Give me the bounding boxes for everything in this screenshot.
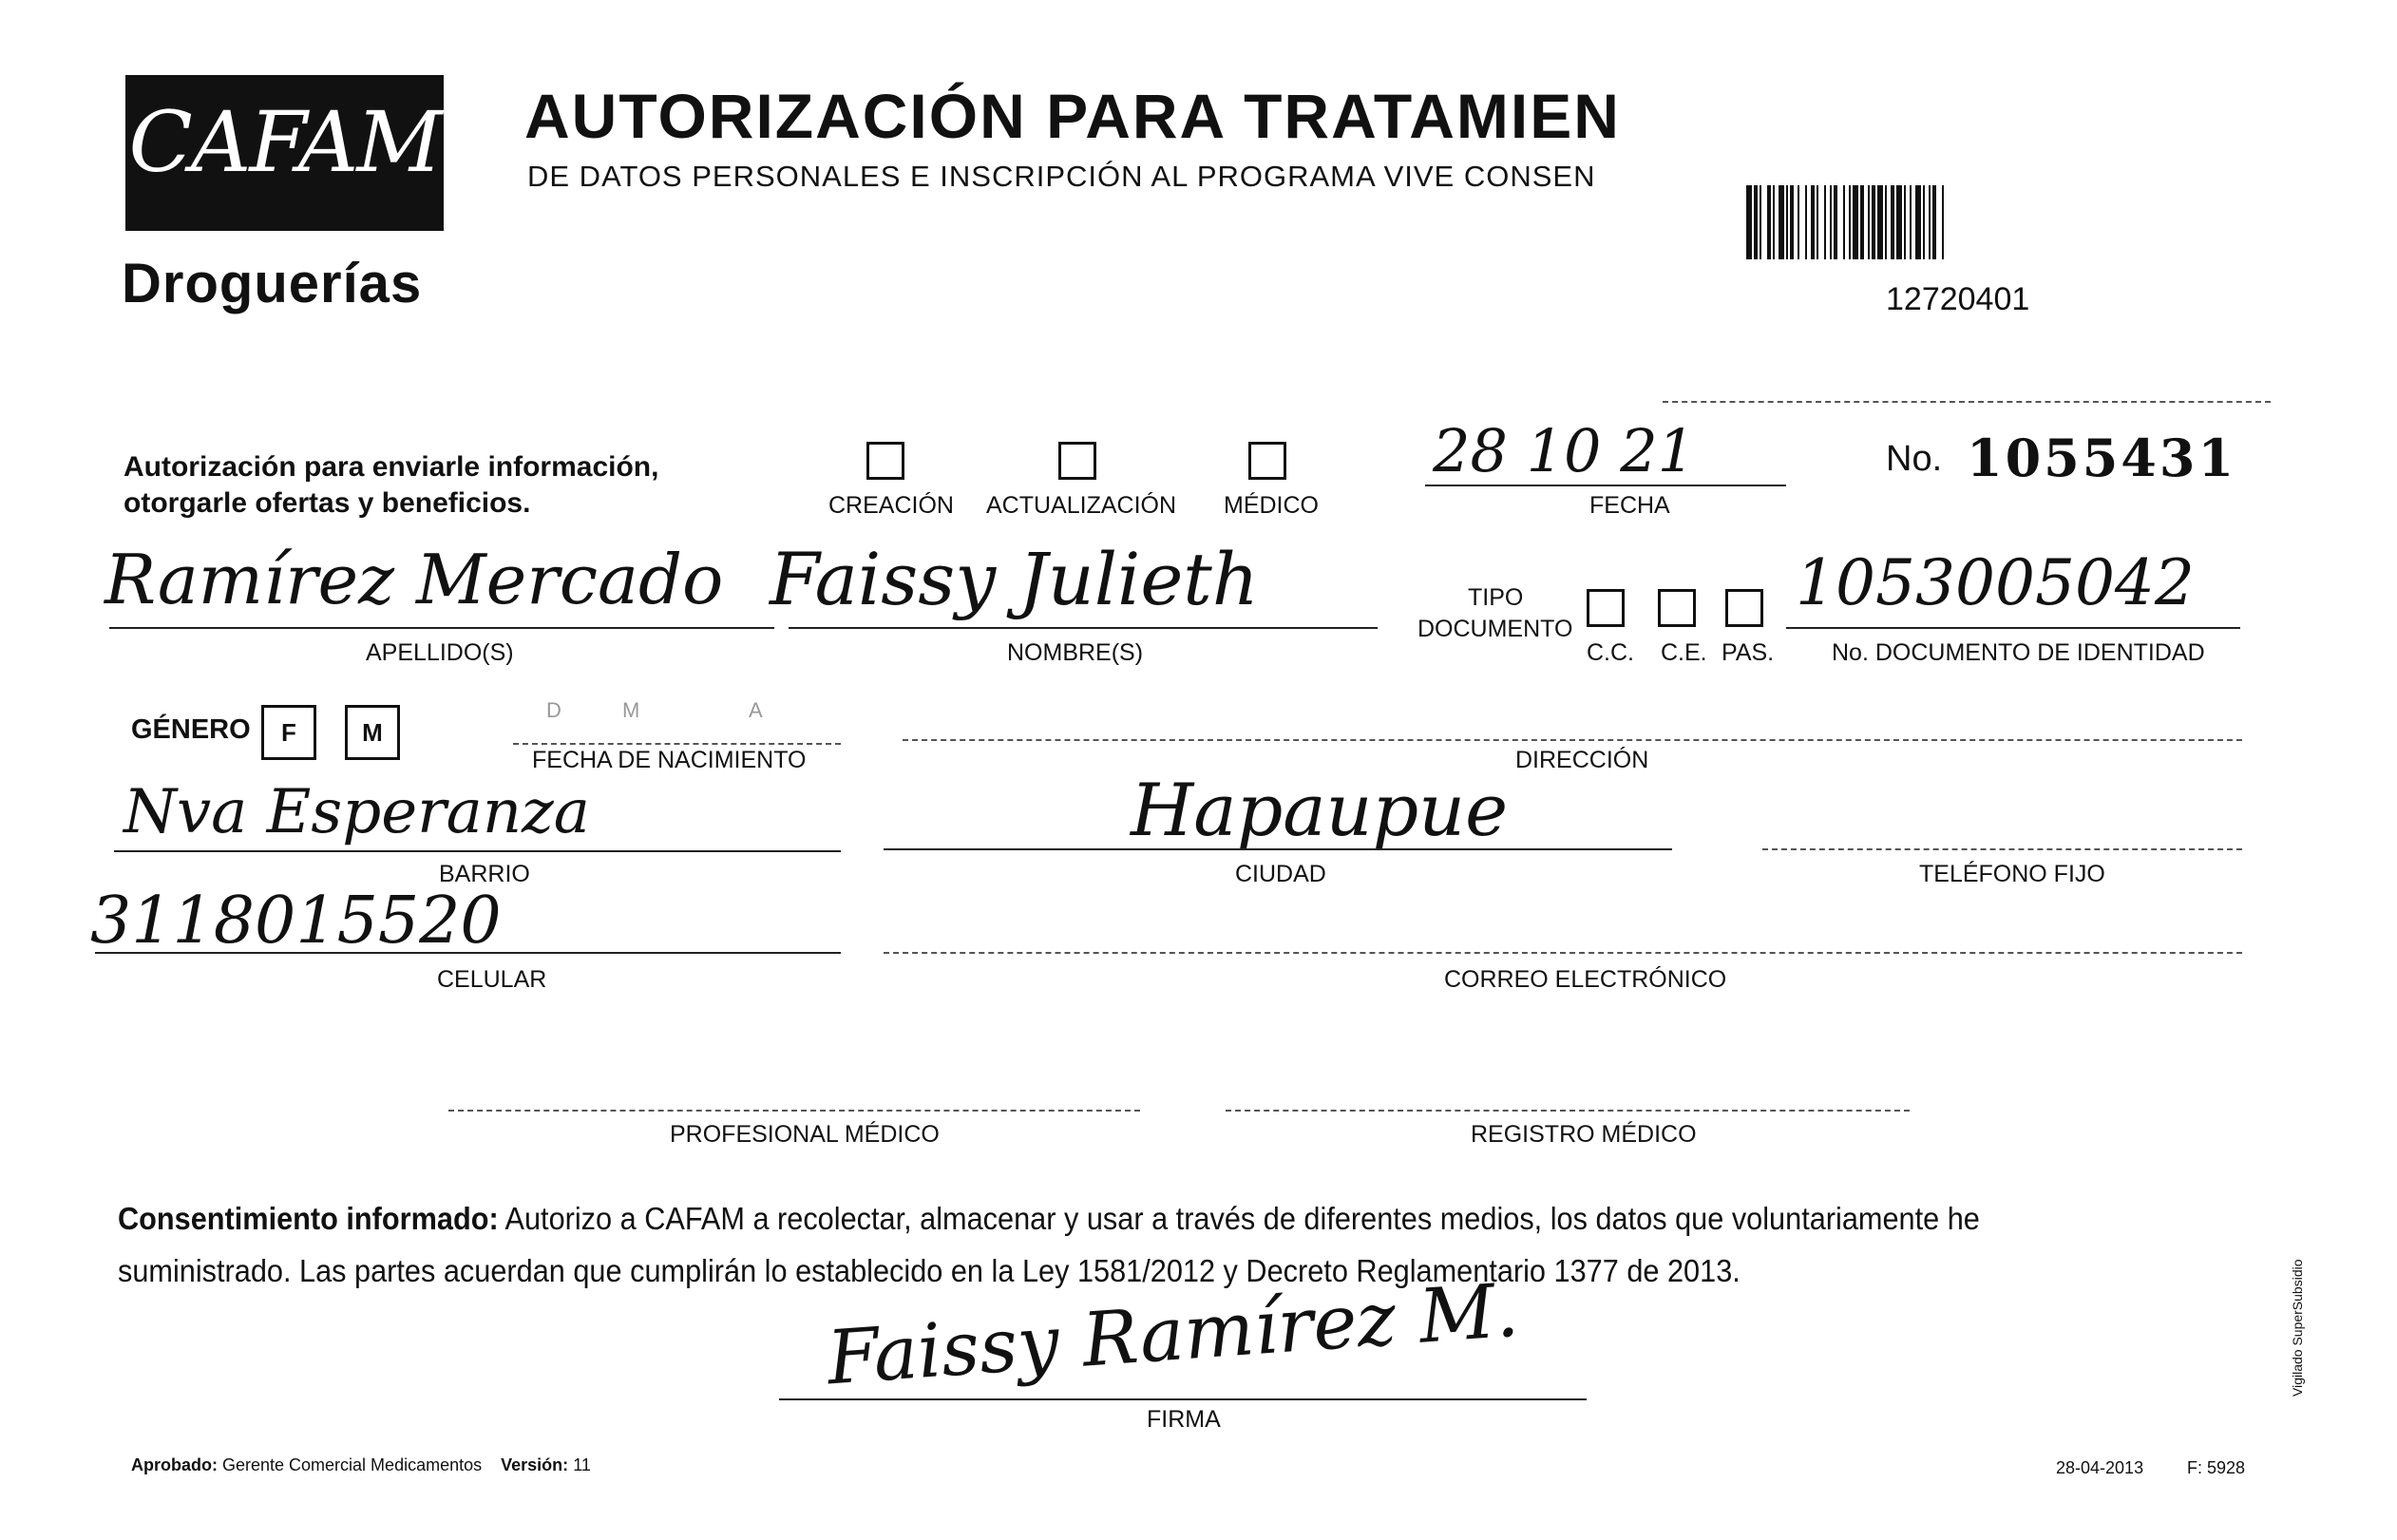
apellidos-label: APELLIDO(S): [366, 639, 514, 666]
barcode-bar: [1896, 185, 1902, 259]
pas-checkbox[interactable]: [1725, 589, 1763, 627]
authorization-text-1: Autorización para enviarle información,: [124, 451, 659, 483]
barcode-bar: [1872, 185, 1875, 259]
pas-label: PAS.: [1722, 639, 1775, 666]
dma-m: M: [622, 698, 640, 722]
genero-m-box[interactable]: M: [345, 705, 400, 760]
barcode-bar: [1754, 185, 1758, 259]
barcode-bar: [1811, 185, 1815, 259]
barcode-bar: [1942, 185, 1944, 259]
documento-value[interactable]: 1053005042: [1796, 546, 2195, 619]
barcode-bar: [1824, 185, 1826, 259]
tipo-label: TIPO: [1468, 584, 1524, 611]
medico-checkbox[interactable]: [1248, 442, 1286, 480]
footer-form-code: F: 5928: [2187, 1458, 2246, 1477]
cafam-logo: CAFAM: [128, 93, 441, 191]
ciudad-value[interactable]: Hapaupue: [1131, 768, 1509, 852]
brand-subtitle: Droguerías: [122, 253, 423, 314]
form-number: 1055431: [1967, 428, 2237, 488]
barcode-bar: [1868, 185, 1870, 259]
footer-approved: [131, 1455, 591, 1475]
signature-value[interactable]: Faissy Ramírez M.: [824, 1267, 1522, 1402]
direccion-label: DIRECCIÓN: [1515, 747, 1649, 773]
barcode-bar: [1760, 185, 1761, 259]
ciudad-line: [884, 848, 1672, 850]
correo-line[interactable]: [884, 952, 2242, 954]
barcode-bar: [1798, 185, 1799, 259]
barcode-bar: [1767, 185, 1771, 259]
version-value: 11: [573, 1455, 591, 1474]
barcode-bar: [1830, 185, 1832, 259]
barcode-bar: [1790, 185, 1794, 259]
barcode-bar: [1910, 185, 1912, 259]
side-supervision-text: Vigilado SuperSubsidio: [2290, 1259, 2305, 1397]
genero-label: GÉNERO: [131, 714, 251, 745]
fecha-nacimiento-label: FECHA DE NACIMIENTO: [532, 747, 807, 773]
cc-checkbox[interactable]: [1587, 589, 1625, 627]
registro-label: REGISTRO MÉDICO: [1471, 1121, 1697, 1148]
apellidos-value[interactable]: Ramírez Mercado: [105, 540, 724, 619]
barcode-bar: [1834, 185, 1837, 259]
dma-a: A: [749, 698, 763, 722]
fecha-value[interactable]: 28 10 21: [1433, 416, 1696, 485]
registro-line[interactable]: [1226, 1110, 1910, 1112]
footer-date: 28-04-2013: [2056, 1458, 2144, 1477]
telefono-label: TELÉFONO FIJO: [1919, 861, 2105, 887]
aprobado-label: Aprobado:: [131, 1455, 218, 1474]
telefono-line[interactable]: [1762, 848, 2242, 850]
barcode-bar: [1923, 185, 1925, 259]
fecha-label: FECHA: [1589, 492, 1670, 519]
creacion-label: CREACIÓN: [828, 492, 954, 519]
barcode-bar: [1929, 185, 1931, 259]
aprobado-value: Gerente Comercial Medicamentos: [222, 1455, 483, 1474]
profesional-line[interactable]: [448, 1110, 1140, 1112]
dma-d: D: [546, 698, 561, 722]
direccion-line[interactable]: [903, 739, 2242, 741]
barcode-bar: [1915, 185, 1921, 259]
celular-value[interactable]: 3118015520: [90, 884, 502, 959]
genero-f-box[interactable]: F: [261, 705, 316, 760]
number-prefix: No.: [1886, 439, 1943, 479]
ce-label: C.E.: [1661, 639, 1707, 666]
firma-label: FIRMA: [1147, 1406, 1221, 1433]
documento-line: [1786, 627, 2240, 629]
barcode-bar: [1891, 185, 1894, 259]
barrio-line: [114, 850, 841, 852]
consent-paragraph: [118, 1192, 2097, 1297]
barcode-bar: [1805, 185, 1807, 259]
barcode-bar: [1779, 185, 1784, 259]
barcode-bar: [1786, 185, 1788, 259]
barcode-graphic: [1746, 185, 2136, 259]
profesional-label: PROFESIONAL MÉDICO: [670, 1121, 940, 1148]
apellidos-line: [109, 627, 774, 629]
barcode-bar: [1746, 185, 1752, 259]
barcode-bar: [1853, 185, 1858, 259]
actualizacion-checkbox[interactable]: [1058, 442, 1096, 480]
barcode-bar: [1849, 185, 1851, 259]
barcode-number: 12720401: [1886, 281, 2030, 317]
medico-label: MÉDICO: [1224, 492, 1319, 519]
barcode-bar: [1932, 185, 1936, 259]
barcode-bar: [1860, 185, 1864, 259]
consent-text: Autorizo a CAFAM a recolectar, almacenar y usar a través de diferentes medios, los datos que voluntariamente he suministrado. Las partes acuerdan que cumplirán lo establecido en la Ley 1581/2012 y Decreto Reglamentario 1377 de 2013.: [118, 1201, 1980, 1288]
cc-label: C.C.: [1587, 639, 1634, 666]
documento-label: No. DOCUMENTO DE IDENTIDAD: [1832, 639, 2205, 666]
barrio-value[interactable]: Nva Esperanza: [124, 777, 590, 847]
consent-bold: Consentimiento informado:: [118, 1201, 499, 1236]
document-subtitle: DE DATOS PERSONALES E INSCRIPCIÓN AL PROGRAMA VIVE CONSEN: [527, 160, 1596, 193]
creacion-checkbox[interactable]: [866, 442, 904, 480]
top-dashed-line: [1663, 401, 2271, 403]
barcode-bar: [1773, 185, 1775, 259]
barrio-label: BARRIO: [439, 861, 530, 887]
barcode-bar: [1904, 185, 1906, 259]
authorization-text-2: otorgarle ofertas y beneficios.: [124, 487, 531, 519]
barcode-bar: [1885, 185, 1887, 259]
actualizacion-label: ACTUALIZACIÓN: [986, 492, 1177, 519]
barcode-bar: [1877, 185, 1883, 259]
fecha-line: [1425, 485, 1786, 486]
barcode-bar: [1817, 185, 1818, 259]
version-label: Versión:: [501, 1455, 569, 1474]
fecha-nacimiento-line[interactable]: [513, 743, 841, 745]
nombres-line: [789, 627, 1378, 629]
correo-label: CORREO ELECTRÓNICO: [1444, 966, 1727, 993]
documento-type-label: DOCUMENTO: [1417, 616, 1573, 642]
signature-line: [779, 1398, 1587, 1400]
ce-checkbox[interactable]: [1658, 589, 1696, 627]
nombres-label: NOMBRE(S): [1007, 639, 1144, 666]
ciudad-label: CIUDAD: [1235, 861, 1326, 887]
document-title: AUTORIZACIÓN PARA TRATAMIEN: [524, 81, 1621, 151]
celular-label: CELULAR: [437, 966, 547, 993]
celular-line: [95, 952, 841, 954]
barcode-bar: [1843, 185, 1845, 259]
nombres-value[interactable]: Faissy Julieth: [770, 537, 1259, 621]
